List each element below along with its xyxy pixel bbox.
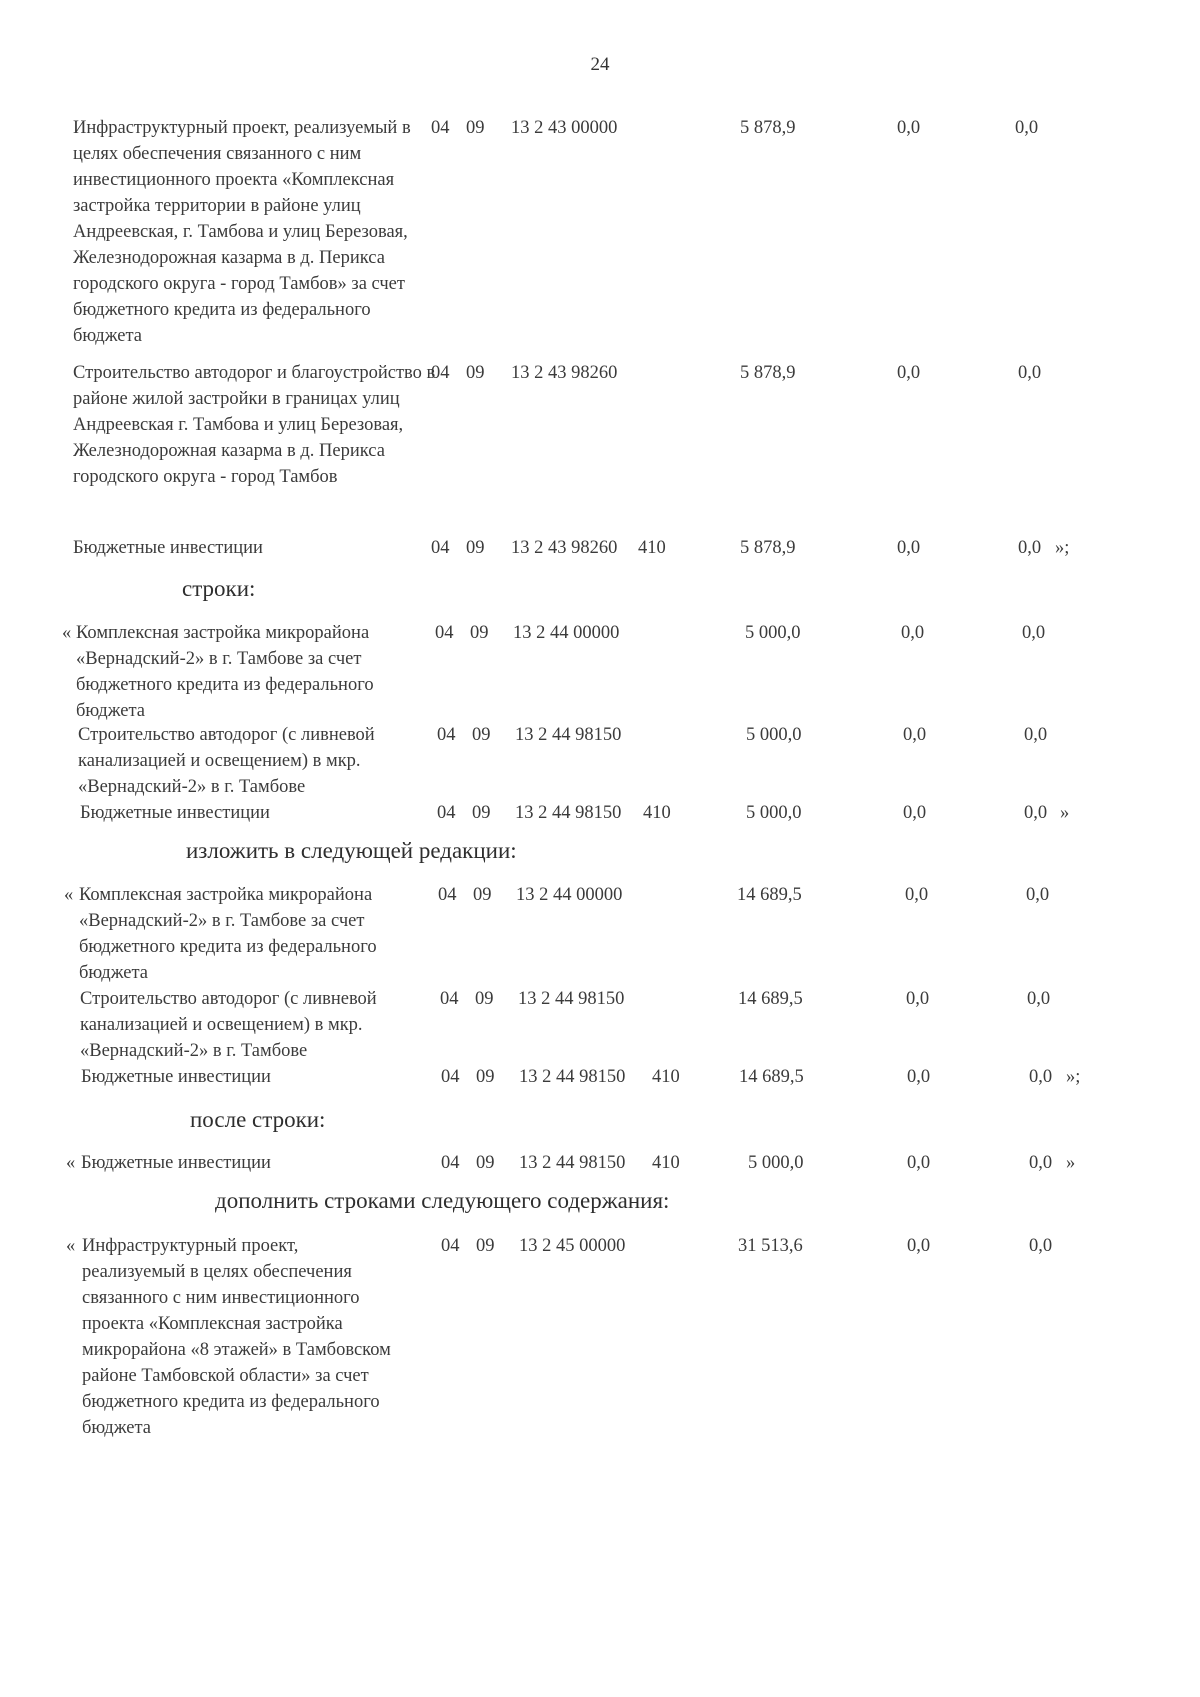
row-description: Комплексная застройка микрорайона «Вернадский-2» в г. Тамбове за счет бюджетного кредита из федерального бюджета xyxy=(79,885,377,983)
expense-type-code: 410 xyxy=(652,1153,680,1173)
section-code: 04 xyxy=(435,623,454,643)
amount-year-1: 5 878,9 xyxy=(740,118,796,138)
row-description: Бюджетные инвестиции xyxy=(81,1153,271,1173)
section-heading-text: после строки: xyxy=(190,1107,326,1132)
row-description: Инфраструктурный проект, реализуемый в целях обеспечения связанного с ним инвестиционного проекта «Комплексная застройка территории в районе улиц Андреевская, г. Тамбова и улиц Березовая, Железнодорожная казарма в д. Перикса городского округа - город Тамбов» за счет бюджетного кредита из федерального бюджета xyxy=(73,118,411,346)
amount-year-3: 0,0 xyxy=(1029,1067,1053,1087)
opening-quote: « xyxy=(66,1236,76,1256)
subsection-code: 09 xyxy=(470,623,489,643)
amount-year-2: 0,0 xyxy=(907,1067,931,1087)
section-heading-text: строки: xyxy=(182,576,256,601)
amount-year-2: 0,0 xyxy=(897,118,921,138)
section-code: 04 xyxy=(440,989,459,1009)
amount-year-3: 0,0 xyxy=(1018,538,1042,558)
target-article-code: 13 2 44 98150 xyxy=(519,1067,626,1087)
subsection-code: 09 xyxy=(466,363,485,383)
amount-year-2: 0,0 xyxy=(905,885,929,905)
amount-year-2: 0,0 xyxy=(901,623,925,643)
closing-quote: » xyxy=(1060,803,1070,823)
amount-year-1: 31 513,6 xyxy=(738,1236,803,1256)
amount-year-3: 0,0 xyxy=(1024,725,1048,745)
opening-quote: « xyxy=(62,623,72,643)
row-description: Бюджетные инвестиции xyxy=(73,538,263,558)
subsection-code: 09 xyxy=(473,885,492,905)
amount-year-1: 14 689,5 xyxy=(739,1067,804,1087)
row-description: Строительство автодорог (с ливневой канализацией и освещением) в мкр. «Вернадский-2» в г. Тамбове xyxy=(80,989,377,1061)
amount-year-3: 0,0 xyxy=(1029,1153,1053,1173)
section-code: 04 xyxy=(437,803,456,823)
section-code: 04 xyxy=(441,1236,460,1256)
amount-year-2: 0,0 xyxy=(897,363,921,383)
row-description: Строительство автодорог (с ливневой канализацией и освещением) в мкр. «Вернадский-2» в г. Тамбове xyxy=(78,725,375,797)
amount-year-2: 0,0 xyxy=(906,989,930,1009)
row-description: Бюджетные инвестиции xyxy=(81,1067,271,1087)
subsection-code: 09 xyxy=(472,725,491,745)
target-article-code: 13 2 44 00000 xyxy=(513,623,620,643)
amount-year-1: 5 878,9 xyxy=(740,538,796,558)
expense-type-code: 410 xyxy=(652,1067,680,1087)
subsection-code: 09 xyxy=(476,1067,495,1087)
amount-year-2: 0,0 xyxy=(907,1236,931,1256)
closing-quote: »; xyxy=(1055,538,1070,558)
target-article-code: 13 2 45 00000 xyxy=(519,1236,626,1256)
amount-year-1: 14 689,5 xyxy=(738,989,803,1009)
row-description: Строительство автодорог и благоустройство в районе жилой застройки в границах улиц Андреевская г. Тамбова и улиц Березовая, Железнодорожная казарма в д. Перикса городского округа - город Тамбов xyxy=(73,363,436,487)
amount-year-1: 5 000,0 xyxy=(746,803,802,823)
amount-year-3: 0,0 xyxy=(1022,623,1046,643)
target-article-code: 13 2 43 00000 xyxy=(511,118,618,138)
amount-year-1: 5 000,0 xyxy=(745,623,801,643)
row-description: Комплексная застройка микрорайона «Вернадский-2» в г. Тамбове за счет бюджетного кредита из федерального бюджета xyxy=(76,623,374,721)
amount-year-2: 0,0 xyxy=(897,538,921,558)
amount-year-3: 0,0 xyxy=(1015,118,1039,138)
expense-type-code: 410 xyxy=(643,803,671,823)
subsection-code: 09 xyxy=(475,989,494,1009)
target-article-code: 13 2 44 98150 xyxy=(515,725,622,745)
amount-year-2: 0,0 xyxy=(903,803,927,823)
section-code: 04 xyxy=(441,1153,460,1173)
opening-quote: « xyxy=(64,885,74,905)
subsection-code: 09 xyxy=(476,1236,495,1256)
amount-year-3: 0,0 xyxy=(1024,803,1048,823)
closing-quote: »; xyxy=(1066,1067,1081,1087)
subsection-code: 09 xyxy=(476,1153,495,1173)
amount-year-3: 0,0 xyxy=(1018,363,1042,383)
amount-year-1: 5 878,9 xyxy=(740,363,796,383)
section-heading-text: дополнить строками следующего содержания: xyxy=(215,1188,670,1213)
amount-year-1: 14 689,5 xyxy=(737,885,802,905)
section-code: 04 xyxy=(431,538,450,558)
section-heading-text: изложить в следующей редакции: xyxy=(186,838,517,863)
target-article-code: 13 2 44 98150 xyxy=(518,989,625,1009)
subsection-code: 09 xyxy=(466,538,485,558)
amount-year-3: 0,0 xyxy=(1026,885,1050,905)
section-code: 04 xyxy=(438,885,457,905)
subsection-code: 09 xyxy=(466,118,485,138)
amount-year-3: 0,0 xyxy=(1029,1236,1053,1256)
target-article-code: 13 2 43 98260 xyxy=(511,538,618,558)
opening-quote: « xyxy=(66,1153,76,1173)
amount-year-3: 0,0 xyxy=(1027,989,1051,1009)
section-code: 04 xyxy=(431,118,450,138)
target-article-code: 13 2 44 98150 xyxy=(519,1153,626,1173)
row-description: Бюджетные инвестиции xyxy=(80,803,270,823)
page-number: 24 xyxy=(590,54,610,75)
section-code: 04 xyxy=(437,725,456,745)
subsection-code: 09 xyxy=(472,803,491,823)
target-article-code: 13 2 44 00000 xyxy=(516,885,623,905)
target-article-code: 13 2 44 98150 xyxy=(515,803,622,823)
row-description: Инфраструктурный проект, реализуемый в целях обеспечения связанного с ним инвестиционного проекта «Комплексная застройка микрорайона «8 этажей» в Тамбовском районе Тамбовской области» за счет бюджетного кредита из федерального бюджета xyxy=(82,1236,391,1438)
amount-year-1: 5 000,0 xyxy=(746,725,802,745)
amount-year-1: 5 000,0 xyxy=(748,1153,804,1173)
closing-quote: » xyxy=(1066,1153,1076,1173)
amount-year-2: 0,0 xyxy=(907,1153,931,1173)
section-code: 04 xyxy=(431,363,450,383)
target-article-code: 13 2 43 98260 xyxy=(511,363,618,383)
expense-type-code: 410 xyxy=(638,538,666,558)
amount-year-2: 0,0 xyxy=(903,725,927,745)
section-code: 04 xyxy=(441,1067,460,1087)
